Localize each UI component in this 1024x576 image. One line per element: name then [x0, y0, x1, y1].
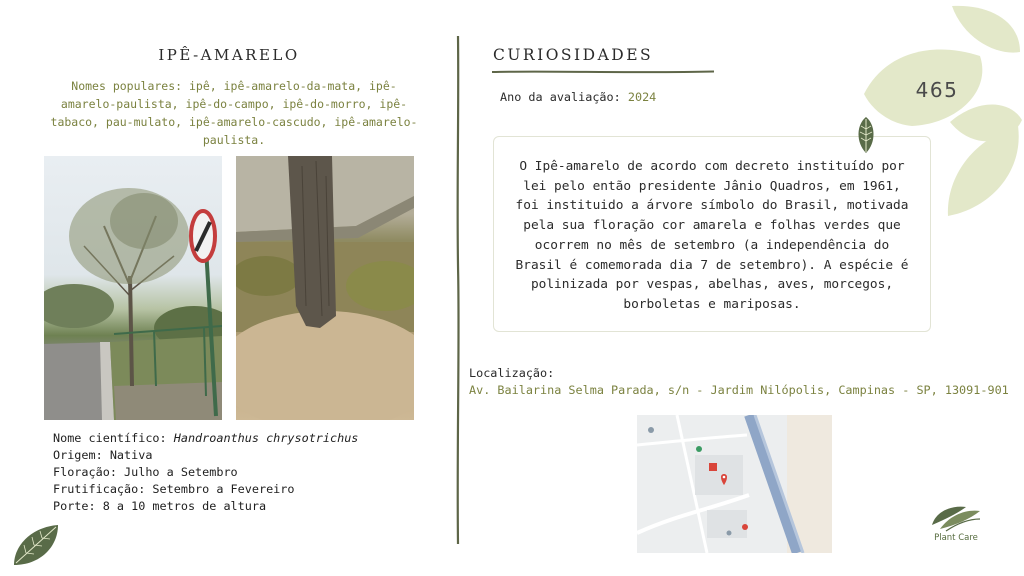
trunk-photo — [236, 156, 414, 420]
scientific-name-label: Nome científico: — [53, 431, 167, 445]
tree-title: IPÊ-AMARELO — [158, 46, 300, 64]
curiosity-box: O Ipê-amarelo de acordo com decreto instituído por lei pelo então presidente Jânio Quadros, em 1961, foi instituido a árvore símbolo do Brasil, motivada pela sua floração cor amarela e folhas verdes que ocorrem no mês de setembro (a independência do Brasil é comemorada dia 7 de setembro). A espécie é polinizada por vespas, abelhas, aves, morcegos, borboletas e mariposas. — [493, 136, 931, 332]
location-address: Av. Bailarina Selma Parada, s/n - Jardim Nilópolis, Campinas - SP, 13091-901 — [469, 383, 1009, 397]
decorative-leaves — [860, 0, 1024, 224]
tree-number: 465 — [915, 78, 959, 102]
curiosities-title: CURIOSIDADES — [493, 46, 654, 64]
popular-names: Nomes populares: ipê, ipê-amarelo-da-mata, ipê-amarelo-paulista, ipê-do-campo, ipê-do-morro, ipê-tabaco, pau-mulato, ipê-amarelo-cascudo, ipê-amarelo-paulista. — [50, 79, 418, 147]
tree-photo — [44, 156, 222, 420]
flowering-period: Floração: Julho a Setembro — [53, 465, 238, 479]
title-underline — [492, 69, 714, 75]
leaf-icon — [852, 115, 880, 155]
evaluation-year-value: 2024 — [627, 90, 657, 104]
location-map[interactable] — [637, 415, 832, 553]
evaluation-year-label: Ano da avaliação: — [500, 90, 621, 104]
tree-size: Porte: 8 a 10 metros de altura — [53, 499, 267, 513]
origin: Origem: Nativa — [53, 448, 153, 462]
location-label: Localização: — [469, 366, 555, 380]
scientific-name-row — [53, 430, 358, 447]
species-details — [53, 430, 358, 515]
leaf-icon — [10, 523, 62, 569]
scientific-name: Handroanthus chrysotrichus — [173, 431, 359, 445]
fruiting-period: Frutificação: Setembro a Fevereiro — [53, 482, 295, 496]
brand-name: Plant Care — [934, 533, 978, 543]
plant-care-logo — [930, 503, 982, 533]
column-divider — [455, 36, 461, 544]
evaluation-year — [500, 90, 656, 104]
